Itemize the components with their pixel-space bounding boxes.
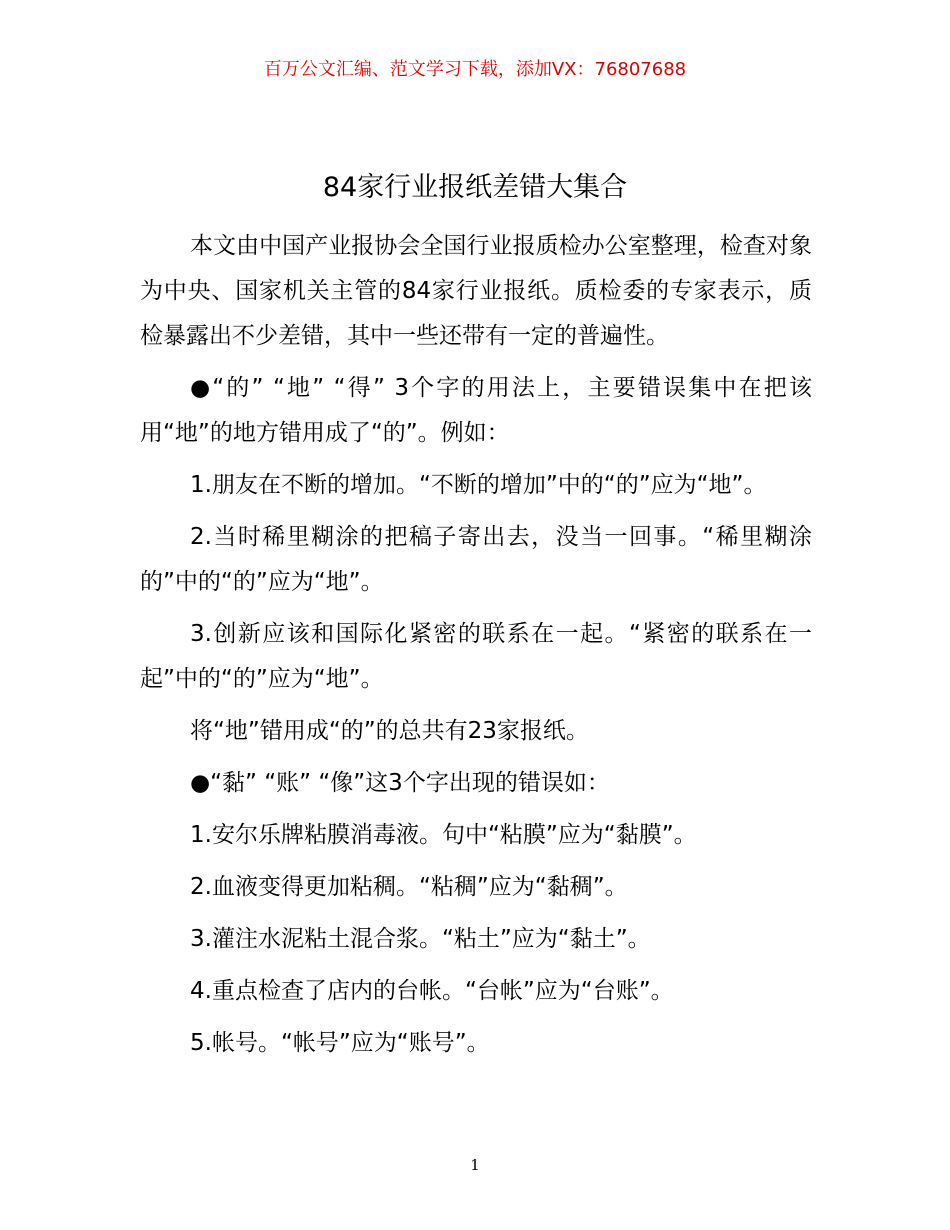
paragraph-error-3: 3.灌注水泥粘土混合浆。“粘土”应为“黏土”。 bbox=[190, 926, 651, 952]
page-number: 1 bbox=[470, 1156, 480, 1174]
paragraph-error-2: 2.血液变得更加粘稠。“粘稠”应为“黏稠”。 bbox=[190, 874, 628, 900]
paragraph-error-1: 1.安尔乐牌粘膜消毒液。句中“粘膜”应为“黏膜”。 bbox=[190, 822, 697, 848]
paragraph-error-5: 5.帐号。“帐号”应为“账号”。 bbox=[190, 1030, 490, 1056]
article-body bbox=[140, 224, 812, 1073]
paragraph-example-3: 3.创新应该和国际化紧密的联系在一起。“紧密的联系在一起”中的“的”应为“地”。 bbox=[140, 621, 812, 692]
page-title: 84家行业报纸差错大集合 bbox=[322, 172, 628, 203]
header-banner: 百万公文汇编、范文学习下载，添加VX：76807688 bbox=[263, 59, 687, 80]
paragraph-de-di-de-heading: ●“的” “地” “得” 3个字的用法上，主要错误集中在把该用“地”的地方错用成了“的”。例如： bbox=[140, 375, 812, 446]
paragraph-summary: 将“地”错用成“的”的总共有23家报纸。 bbox=[190, 718, 589, 744]
paragraph-nian-zhang-xiang-heading: ●“黏” “账” “像”这3个字出现的错误如： bbox=[190, 770, 610, 796]
paragraph-example-2: 2.当时稀里糊涂的把稿子寄出去，没当一回事。“稀里糊涂的”中的“的”应为“地”。 bbox=[140, 524, 812, 595]
paragraph-intro: 本文由中国产业报协会全国行业报质检办公室整理，检查对象为中央、国家机关主管的84家行业报纸。质检委的专家表示，质检暴露出不少差错，其中一些还带有一定的普遍性。 bbox=[140, 233, 812, 349]
paragraph-example-1: 1.朋友在不断的增加。“不断的增加”中的“的”应为“地”。 bbox=[190, 472, 767, 498]
paragraph-error-4: 4.重点检查了店内的台帐。“台帐”应为“台账”。 bbox=[190, 978, 674, 1004]
